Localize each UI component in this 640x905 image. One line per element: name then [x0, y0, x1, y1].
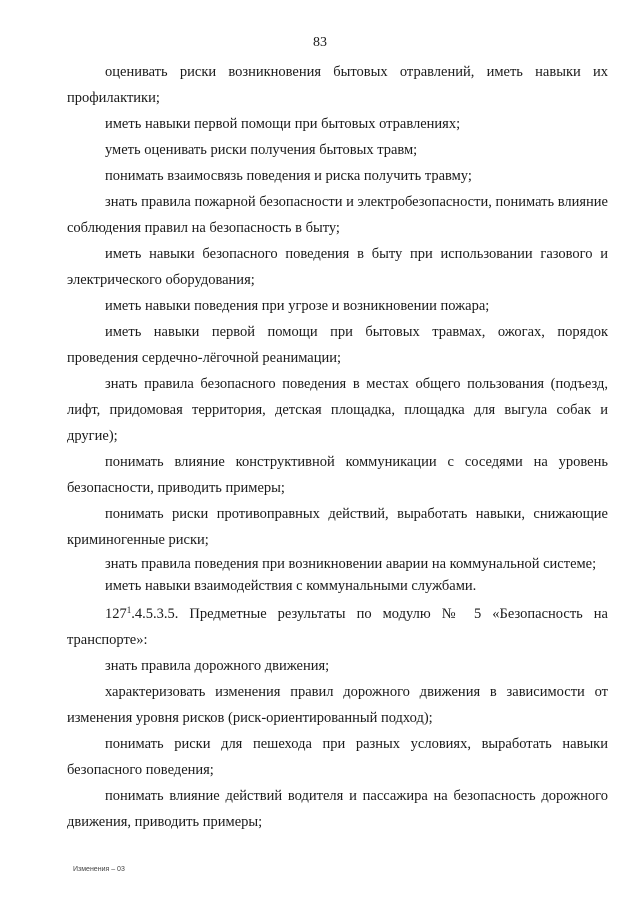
document-body — [67, 59, 608, 835]
paragraph: знать правила дорожного движения; — [105, 658, 330, 674]
paragraph: понимать взаимосвязь поведения и риска получить травму; — [105, 168, 472, 184]
paragraph: уметь оценивать риски получения бытовых травм; — [105, 142, 418, 158]
paragraph: знать правила безопасного поведения в местах общего пользования (подъезд, лифт, придомовая территория, детская площадка, площадка для выгула собак и другие); — [67, 376, 608, 444]
page-number: 83 — [313, 35, 327, 50]
paragraph: иметь навыки первой помощи при бытовых травмах, ожогах, порядок проведения сердечно-лёгочной реанимации; — [67, 324, 608, 366]
paragraph: иметь навыки поведения при угрозе и возникновении пожара; — [105, 298, 490, 314]
paragraph: понимать влияние конструктивной коммуникации с соседями на уровень безопасности, приводить примеры; — [67, 454, 608, 496]
section-number-superscript: 1 — [126, 605, 132, 615]
section-number: 127 — [105, 606, 127, 622]
paragraph: знать правила пожарной безопасности и электробезопасности, понимать влияние соблюдения правил на безопасность в быту; — [67, 194, 608, 236]
paragraph: понимать влияние действий водителя и пассажира на безопасность дорожного движения, приводить примеры; — [67, 788, 608, 830]
paragraph: иметь навыки первой помощи при бытовых отравлениях; — [105, 116, 461, 132]
footer-note: Изменения – 03 — [73, 866, 125, 873]
paragraph: понимать риски для пешехода при разных условиях, выработать навыки безопасного поведения; — [67, 736, 608, 778]
paragraph: понимать риски противоправных действий, выработать навыки, снижающие криминогенные риски; — [67, 506, 608, 548]
paragraph: характеризовать изменения правил дорожного движения в зависимости от изменения уровня рисков (риск-ориентированный подход); — [67, 684, 608, 726]
section-title: Предметные результаты по модулю № 5 «Безопасность на транспорте»: — [67, 606, 608, 648]
paragraph: иметь навыки безопасного поведения в быту при использовании газового и электрического оборудования; — [67, 246, 608, 288]
section-heading — [67, 597, 608, 653]
paragraph: оценивать риски возникновения бытовых отравлений, иметь навыки их профилактики; — [67, 64, 608, 106]
paragraph: знать правила поведения при возникновении аварии на коммунальной системе; — [105, 556, 597, 572]
paragraph: иметь навыки взаимодействия с коммунальными службами. — [105, 578, 477, 594]
section-number-rest: .4.5.3.5. — [131, 606, 179, 622]
